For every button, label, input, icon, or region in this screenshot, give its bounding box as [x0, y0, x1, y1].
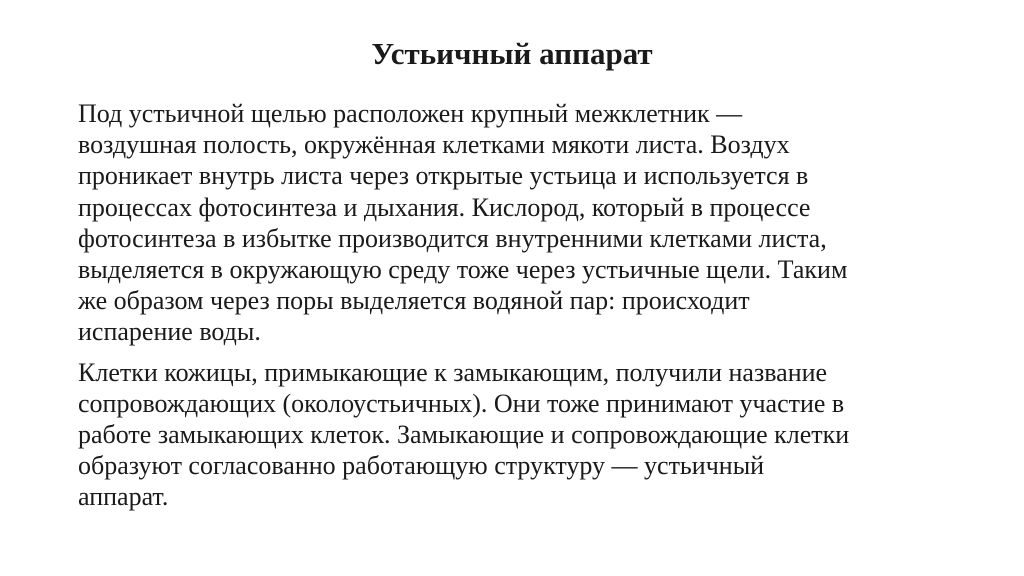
text-line: воздушная полость, окружённая клетками мякоти листа. Воздух	[78, 130, 790, 160]
text-line: работе замыкающих клеток. Замыкающие и сопровождающие клетки	[78, 420, 850, 450]
paragraph-intercellular-space	[78, 98, 958, 348]
slide-title: Устьичный аппарат	[371, 36, 653, 71]
text-line: же образом через поры выделяется водяной пар: происходит	[78, 286, 750, 316]
text-line: Под устьичной щелью расположен крупный межклетник —	[78, 99, 743, 128]
text-line: испарение воды.	[78, 317, 261, 347]
text-line: проникает внутрь листа через открытые устьица и используется в	[78, 161, 809, 191]
text-line: выделяется в окружающую среду тоже через устьичные щели. Таким	[78, 255, 848, 285]
text-line: процессах фотосинтеза и дыхания. Кислород, который в процессе	[78, 192, 811, 222]
text-line: образуют согласованно работающую структуру — устьичный	[78, 451, 765, 481]
text-line: сопровождающих (околоустьичных). Они тоже принимают участие в	[78, 388, 845, 418]
text-line: аппарат.	[78, 482, 169, 512]
text-line: Клетки кожицы, примыкающие к замыкающим, получили название	[78, 357, 828, 387]
text-line: фотосинтеза в избытке производится внутренними клетками листа,	[78, 223, 827, 253]
slide-body	[78, 98, 958, 522]
paragraph-subsidiary-cells	[78, 357, 958, 513]
